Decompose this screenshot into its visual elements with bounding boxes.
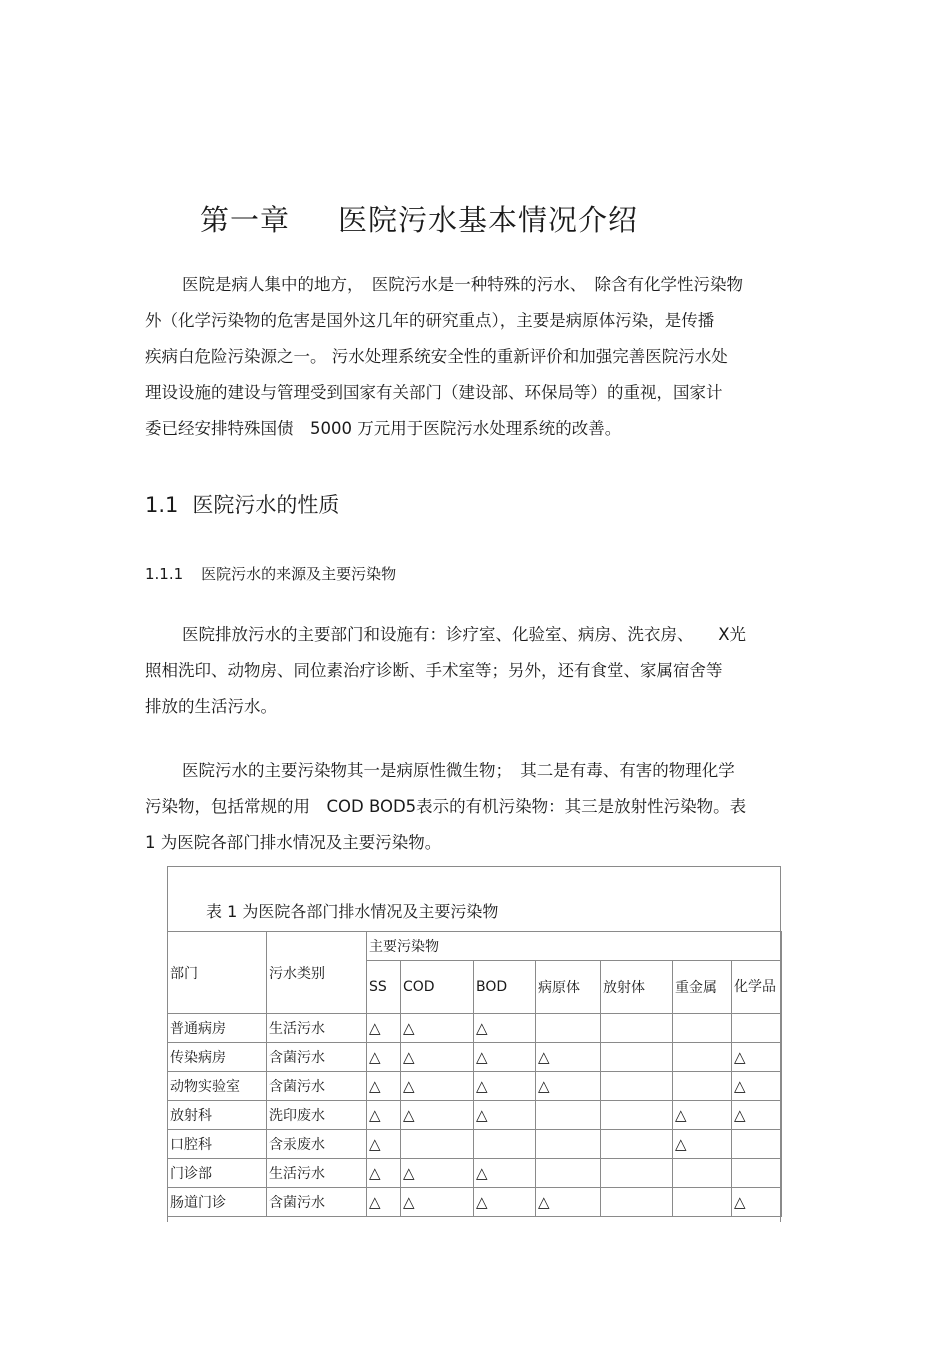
chapter-number: 第一章	[200, 203, 291, 237]
mark-cell	[673, 1043, 732, 1072]
mark-cell: △	[474, 1101, 536, 1130]
mark-cell	[536, 1101, 601, 1130]
mark-cell: △	[536, 1188, 601, 1217]
mark-cell	[601, 1101, 673, 1130]
para3-line-2: 污染物，包括常规的用 COD BOD5表示的有机污染物：其三是放射性污染物。表	[145, 797, 747, 816]
mark-cell: △	[401, 1188, 474, 1217]
section-heading	[145, 489, 339, 519]
mark-cell: △	[732, 1043, 782, 1072]
row-dept: 肠道门诊	[168, 1188, 267, 1217]
mark-cell	[673, 1188, 732, 1217]
mark-cell	[536, 1014, 601, 1043]
row-type: 生活污水	[267, 1159, 367, 1188]
table-row	[168, 1130, 782, 1159]
para2-line-1: 医院排放污水的主要部门和设施有：诊疗室、化验室、病房、洗衣房、 X光	[182, 625, 747, 644]
mark-cell	[732, 1130, 782, 1159]
intro-line-3: 疾病白危险污染源之一。 污水处理系统安全性的重新评价和加强完善医院污水处	[145, 347, 728, 366]
row-dept: 传染病房	[168, 1043, 267, 1072]
mark-cell: △	[367, 1101, 401, 1130]
header-chemical: 化学品	[732, 961, 782, 1014]
mark-cell: △	[401, 1043, 474, 1072]
table-title: 表 1 为医院各部门排水情况及主要污染物	[206, 902, 499, 921]
mark-cell: △	[367, 1188, 401, 1217]
table-row	[168, 1159, 782, 1188]
header-dept: 部门	[168, 932, 267, 1014]
table-row	[168, 1014, 782, 1043]
subsection-heading	[145, 563, 396, 584]
mark-cell	[601, 1130, 673, 1159]
mark-cell	[474, 1130, 536, 1159]
mark-cell	[673, 1159, 732, 1188]
mark-cell	[601, 1043, 673, 1072]
mark-cell	[601, 1014, 673, 1043]
mark-cell: △	[367, 1072, 401, 1101]
mark-cell: △	[401, 1072, 474, 1101]
mark-cell: △	[367, 1014, 401, 1043]
chapter-title: 医院污水基本情况介绍	[338, 203, 639, 237]
intro-line-4: 理设设施的建设与管理受到国家有关部门（建设部、环保局等）的重视，国家计	[145, 383, 723, 402]
header-main-pollutants: 主要污染物	[367, 932, 782, 961]
intro-line-1: 医院是病人集中的地方， 医院污水是一种特殊的污水、 除含有化学性污染物	[182, 275, 743, 294]
subsection-title: 医院污水的来源及主要污染物	[201, 565, 397, 583]
intro-line-5: 委已经安排特殊国债 5000 万元用于医院污水处理系统的改善。	[145, 419, 622, 438]
mark-cell: △	[673, 1101, 732, 1130]
mark-cell: △	[673, 1130, 732, 1159]
row-dept: 动物实验室	[168, 1072, 267, 1101]
mark-cell: △	[474, 1014, 536, 1043]
mark-cell	[673, 1072, 732, 1101]
mark-cell: △	[732, 1072, 782, 1101]
mark-cell: △	[401, 1101, 474, 1130]
row-type: 含菌污水	[267, 1072, 367, 1101]
row-dept: 门诊部	[168, 1159, 267, 1188]
section-number: 1.1	[145, 493, 179, 517]
mark-cell: △	[474, 1188, 536, 1217]
row-type: 含菌污水	[267, 1043, 367, 1072]
para2-line-2: 照相洗印、动物房、同位素治疗诊断、手术室等；另外，还有食堂、家属宿舍等	[145, 661, 723, 680]
header-ss: SS	[367, 961, 401, 1014]
row-type: 洗印废水	[267, 1101, 367, 1130]
mark-cell: △	[474, 1159, 536, 1188]
mark-cell: △	[367, 1159, 401, 1188]
mark-cell: △	[732, 1101, 782, 1130]
table-row	[168, 1043, 782, 1072]
row-type: 含汞废水	[267, 1130, 367, 1159]
table-row	[168, 1101, 782, 1130]
para3-line-3: 1 为医院各部门排水情况及主要污染物。	[145, 833, 442, 852]
section-title: 医院污水的性质	[192, 493, 340, 517]
mark-cell	[601, 1072, 673, 1101]
mark-cell: △	[474, 1043, 536, 1072]
header-bod: BOD	[474, 961, 536, 1014]
mark-cell: △	[732, 1188, 782, 1217]
intro-line-2: 外（化学污染物的危害是国外这几年的研究重点），主要是病原体污染，是传播	[145, 311, 715, 330]
header-cod: COD	[401, 961, 474, 1014]
mark-cell	[536, 1130, 601, 1159]
mark-cell	[536, 1159, 601, 1188]
mark-cell: △	[401, 1159, 474, 1188]
mark-cell: △	[536, 1072, 601, 1101]
mark-cell	[401, 1130, 474, 1159]
subsection-number: 1.1.1	[145, 565, 184, 583]
mark-cell	[732, 1014, 782, 1043]
header-heavy-metal: 重金属	[673, 961, 732, 1014]
mark-cell: △	[367, 1043, 401, 1072]
row-dept: 普通病房	[168, 1014, 267, 1043]
chapter-heading	[200, 198, 638, 239]
table-row	[168, 1072, 782, 1101]
table-row	[168, 1188, 782, 1217]
para2-line-3: 排放的生活污水。	[145, 697, 277, 716]
mark-cell	[732, 1159, 782, 1188]
header-pathogen: 病原体	[536, 961, 601, 1014]
row-type: 生活污水	[267, 1014, 367, 1043]
mark-cell	[601, 1188, 673, 1217]
mark-cell: △	[401, 1014, 474, 1043]
mark-cell: △	[474, 1072, 536, 1101]
header-radioactive: 放射体	[601, 961, 673, 1014]
header-type: 污水类别	[267, 932, 367, 1014]
mark-cell: △	[367, 1130, 401, 1159]
row-type: 含菌污水	[267, 1188, 367, 1217]
row-dept: 口腔科	[168, 1130, 267, 1159]
mark-cell	[601, 1159, 673, 1188]
mark-cell: △	[536, 1043, 601, 1072]
pollutant-table	[167, 931, 782, 1217]
row-dept: 放射科	[168, 1101, 267, 1130]
mark-cell	[673, 1014, 732, 1043]
para3-line-1: 医院污水的主要污染物其一是病原性微生物； 其二是有毒、有害的物理化学	[182, 761, 735, 780]
